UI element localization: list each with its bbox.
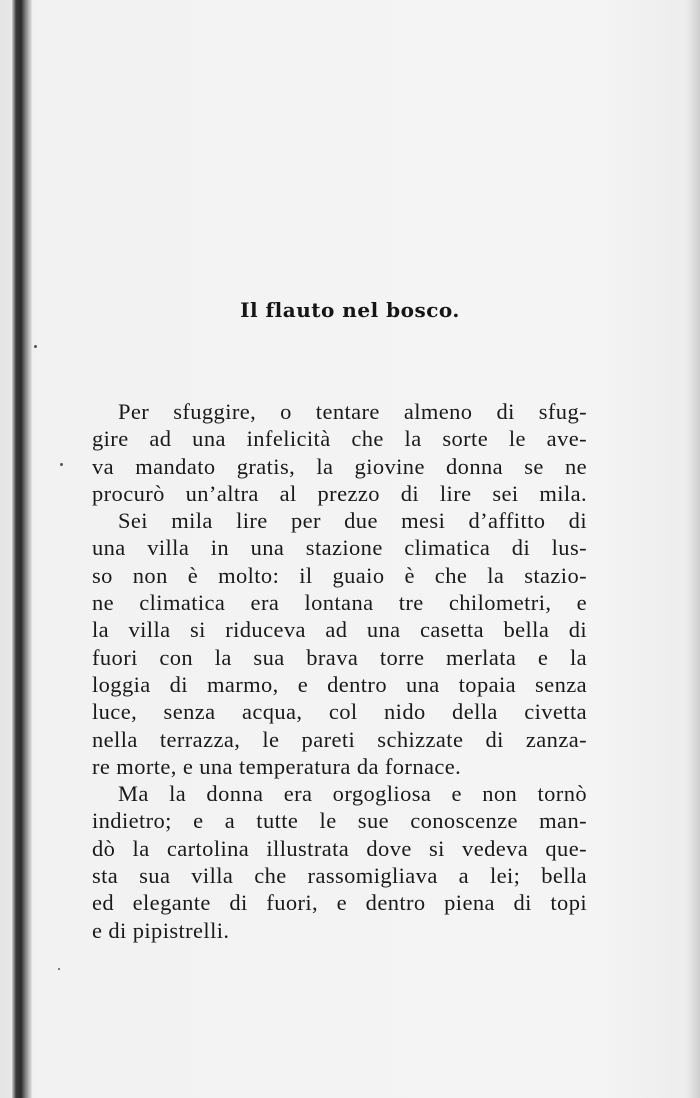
text-line: una villa in una stazione climatica di lus- — [92, 535, 587, 561]
text-line: gire ad una infelicità che la sorte le ave- — [92, 426, 587, 452]
text-line: Ma la donna era orgogliosa e non tornò — [118, 781, 587, 807]
paragraph-2 — [92, 507, 587, 780]
scan-speck — [34, 345, 37, 348]
text-line: fuori con la sua brava torre merlata e la — [92, 644, 587, 670]
paragraph-1 — [92, 398, 587, 507]
text-line: la villa si riduceva ad una casetta bella di — [92, 617, 587, 643]
page-right-shadow — [686, 0, 700, 1098]
text-line: so non è molto: il guaio è che la stazio- — [92, 562, 587, 588]
text-line: sta sua villa che rassomigliava a lei; bella — [92, 863, 587, 889]
text-line: Per sfuggire, o tentare almeno di sfug- — [118, 399, 587, 424]
text-line: ne climatica era lontana tre chilometri, e — [92, 590, 587, 616]
text-line: va mandato gratis, la giovine donna se ne — [92, 453, 587, 479]
text-line: Sei mila lire per due mesi d’affitto di — [118, 508, 587, 534]
chapter-title: Il flauto nel bosco. — [240, 298, 460, 322]
text-line: ed elegante di fuori, e dentro piena di topi — [92, 890, 587, 916]
page-binding-edge — [12, 0, 32, 1098]
text-line: dò la cartolina illustrata dove si vedeva que- — [92, 835, 587, 861]
text-line: indietro; e a tutte le sue conoscenze man- — [92, 808, 587, 834]
body-text — [92, 398, 587, 944]
text-line: procurò un’altra al prezzo di lire sei mila. — [92, 480, 587, 506]
scan-speck — [58, 968, 60, 970]
text-line: e di pipistrelli. — [92, 917, 230, 943]
text-line: re morte, e una temperatura da fornace. — [92, 753, 462, 779]
text-line: nella terrazza, le pareti schizzate di zanza- — [92, 726, 587, 752]
text-line: loggia di marmo, e dentro una topaia senza — [92, 671, 587, 697]
scan-speck — [60, 463, 63, 466]
paragraph-3 — [92, 780, 587, 944]
text-line: luce, senza acqua, col nido della civetta — [92, 699, 587, 725]
